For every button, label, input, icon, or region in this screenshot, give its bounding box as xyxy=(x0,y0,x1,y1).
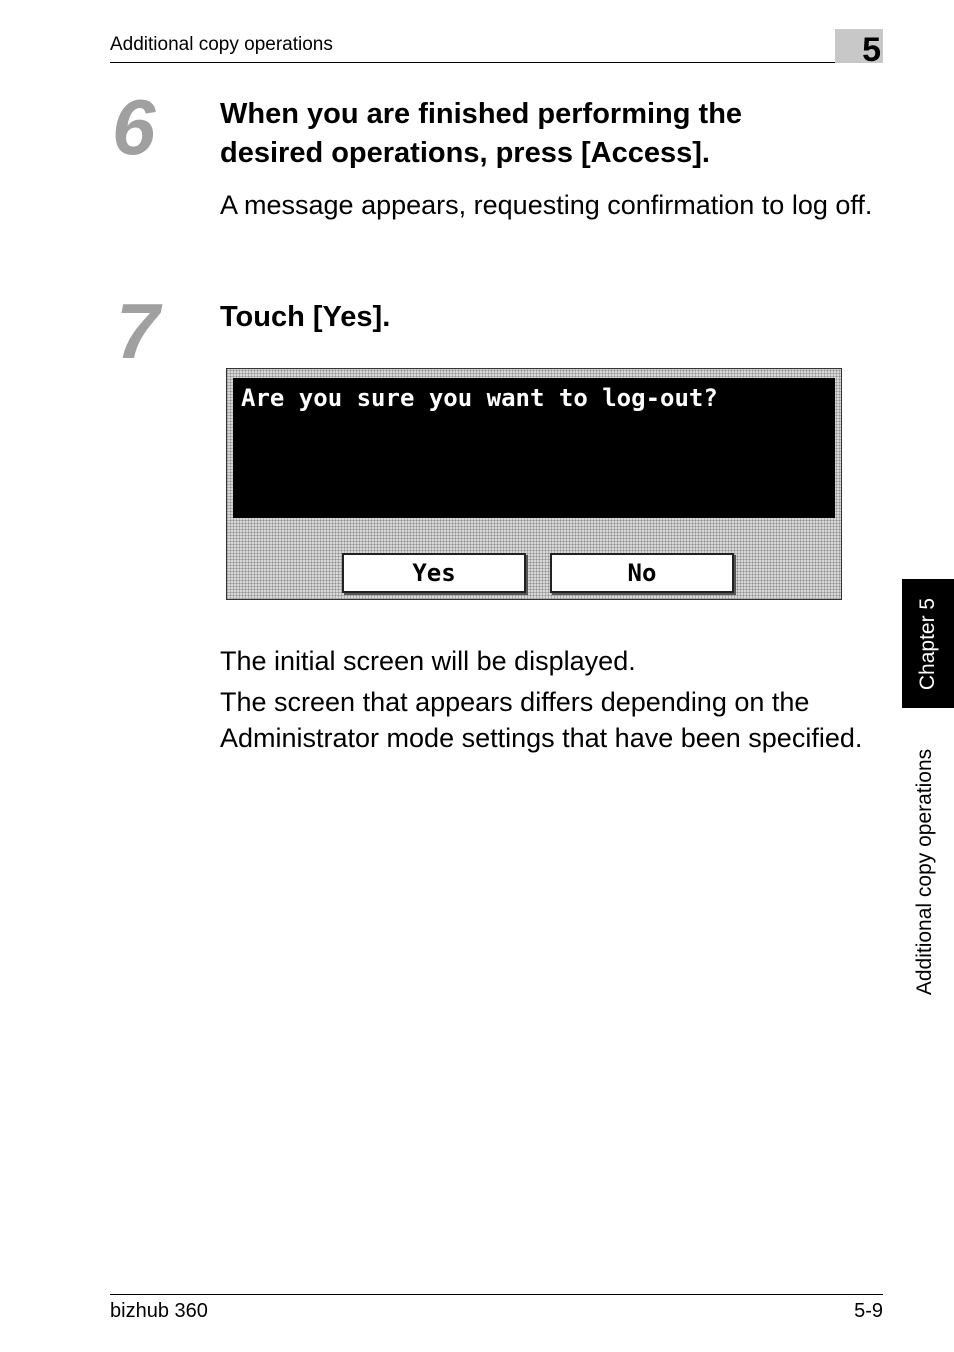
step-6-heading-line-1: When you are finished performing the xyxy=(220,98,743,130)
step-6-description: A message appears, requesting confirmation to log off. xyxy=(220,190,873,220)
step-7-heading: Touch [Yes]. xyxy=(220,301,391,333)
header-rule xyxy=(110,62,883,63)
chapter-side-tab-label: Chapter 5 xyxy=(916,597,939,690)
no-button[interactable]: No xyxy=(550,553,734,593)
chapter-side-tab xyxy=(902,579,954,708)
step-number-7: 7 xyxy=(116,287,160,375)
step-7-note: The screen that appears differs depending on the Administrator mode settings that have been specified. xyxy=(220,687,863,753)
footer-rule xyxy=(110,1294,883,1295)
confirmation-message: Are you sure you want to log-out? xyxy=(233,378,835,518)
step-number-6: 6 xyxy=(112,83,156,171)
chapter-number-box: 5 xyxy=(835,29,883,63)
logout-confirmation-screen xyxy=(226,368,842,600)
footer-product: bizhub 360 xyxy=(110,1300,208,1322)
step-7-result: The initial screen will be displayed. xyxy=(220,646,636,676)
footer-page-number: 5-9 xyxy=(854,1300,883,1322)
header-section-title: Additional copy operations xyxy=(110,34,333,55)
step-6-heading-line-2: desired operations, press [Access]. xyxy=(220,137,710,169)
step-6-heading xyxy=(220,95,742,173)
yes-button[interactable]: Yes xyxy=(342,553,526,593)
section-side-label: Additional copy operations xyxy=(913,748,936,996)
